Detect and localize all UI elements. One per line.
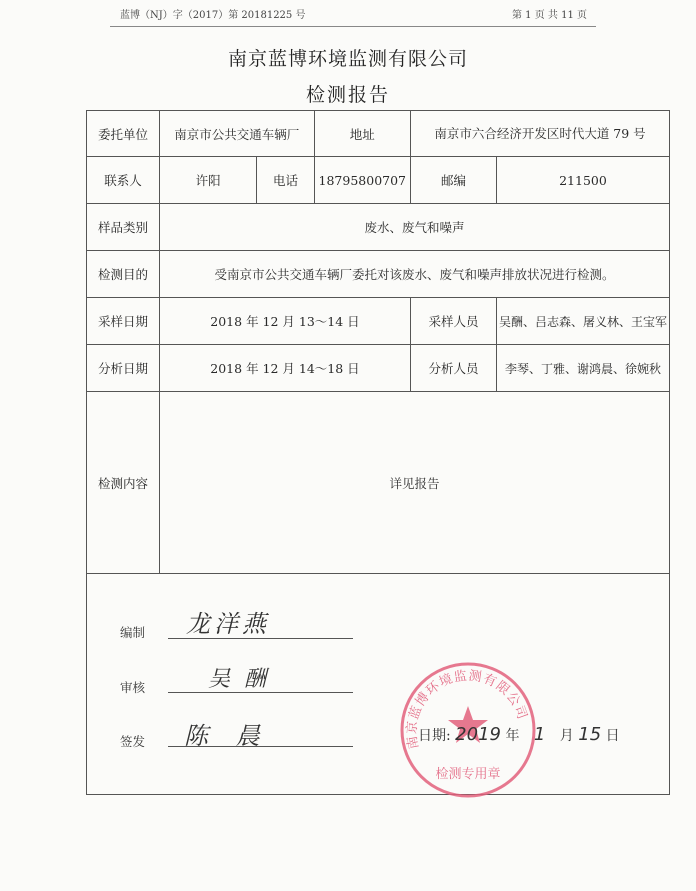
contact-label: 联系人 (87, 157, 160, 204)
table-row (87, 111, 670, 157)
sampling-date-value: 2018 年 12 月 13～14 日 (159, 298, 410, 345)
table-row (87, 392, 670, 574)
table-row (87, 157, 670, 204)
postcode-value: 211500 (496, 157, 669, 204)
seal-text: 南京蓝博环境监测有限公司 (404, 668, 530, 751)
date-day: 15 (578, 724, 602, 745)
compile-label: 编制 (120, 625, 146, 640)
date-month: 1 (533, 724, 546, 745)
issue-signature: 陈 晨 (184, 722, 270, 750)
content-label: 检测内容 (87, 392, 160, 574)
table-row (87, 298, 670, 345)
phone-label: 电话 (257, 157, 314, 204)
contact-value: 许阳 (159, 157, 256, 204)
purpose-value: 受南京市公共交通车辆厂委托对该废水、废气和噪声排放状况进行检测。 (159, 251, 669, 298)
report-number: 蓝博（NJ）字（2017）第 20181225 号 (120, 10, 306, 21)
table-row (87, 204, 670, 251)
sampler-label: 采样人员 (411, 298, 497, 345)
phone-value: 18795800707 (314, 157, 410, 204)
date-month-unit: 月 (559, 728, 574, 744)
table-row (87, 345, 670, 392)
issue-label: 签发 (120, 734, 146, 749)
date-day-unit: 日 (605, 728, 620, 744)
compile-signature: 龙洋燕 (186, 610, 270, 638)
sample-type-label: 样品类别 (87, 204, 160, 251)
postcode-label: 邮编 (411, 157, 497, 204)
seal-bottom-text: 检测专用章 (435, 767, 501, 782)
sample-type-value: 废水、废气和噪声 (159, 204, 669, 251)
report-info-table (86, 110, 670, 574)
analyst-label: 分析人员 (411, 345, 497, 392)
purpose-label: 检测目的 (87, 251, 160, 298)
analyst-value: 李琴、丁雅、谢鸿晨、徐婉秋 (496, 345, 669, 392)
address-label: 地址 (314, 111, 410, 157)
issue-date (418, 724, 620, 745)
client-value: 南京市公共交通车辆厂 (159, 111, 314, 157)
date-prefix: 日期: (418, 728, 451, 744)
page-indicator: 第 1 页 共 11 页 (512, 10, 587, 21)
table-row (87, 251, 670, 298)
client-label: 委托单位 (87, 111, 160, 157)
signature-section (86, 573, 670, 795)
analysis-date-value: 2018 年 12 月 14～18 日 (159, 345, 410, 392)
review-signature: 吴酬 (208, 667, 281, 692)
sampler-value: 吴酬、吕志森、屠义林、王宝军 (496, 298, 669, 345)
content-value: 详见报告 (159, 392, 669, 574)
address-value: 南京市六合经济开发区时代大道 79 号 (411, 111, 670, 157)
date-year: 2019 (455, 724, 501, 745)
analysis-date-label: 分析日期 (87, 345, 160, 392)
report-title: 检测报告 (305, 84, 390, 106)
sampling-date-label: 采样日期 (87, 298, 160, 345)
company-title: 南京蓝博环境监测有限公司 (227, 48, 468, 70)
date-year-unit: 年 (505, 728, 520, 744)
review-label: 审核 (120, 680, 146, 695)
header-divider (110, 26, 596, 27)
